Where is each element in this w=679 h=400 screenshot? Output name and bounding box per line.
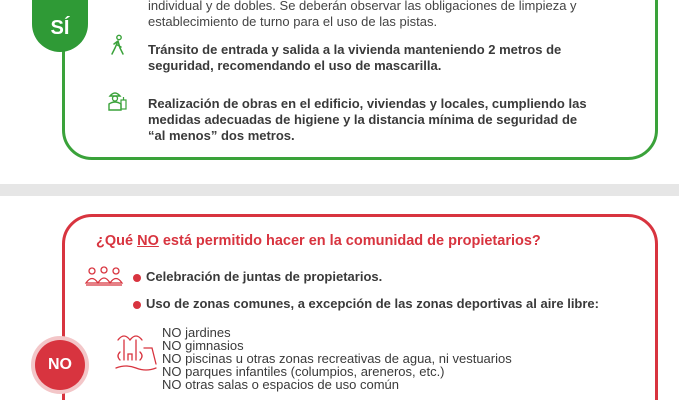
meetings-text: Celebración de juntas de propietarios. (146, 269, 383, 284)
not-allowed-list (162, 326, 512, 391)
common-areas-text: Uso de zonas comunes, a excepción de las zonas deportivas al aire libre: (146, 296, 599, 311)
list-item: NO otras salas o espacios de uso común (162, 377, 400, 392)
no-badge (35, 340, 85, 390)
partial-text-line-2: establecimiento de turno para el uso de las pistas. (148, 14, 438, 29)
not-allowed-question (96, 233, 616, 249)
allowed-section (0, 0, 679, 184)
list-item: NO piscinas u otras zonas recreativas de agua, ni vestuarios (162, 351, 512, 366)
construction-worker-icon (104, 88, 128, 112)
walking-person-icon (106, 34, 130, 58)
bullet-dot (133, 274, 141, 282)
question-prefix: ¿Qué (96, 233, 138, 249)
list-item: NO gimnasios (162, 338, 244, 353)
group-people-icon (84, 265, 124, 287)
list-item: NO jardines (162, 325, 231, 340)
question-suffix: está permitido hacer en la comunidad de propietarios? (158, 233, 541, 249)
si-badge-label: SÍ (50, 16, 70, 39)
works-text-line-1: Realización de obras en el edificio, viviendas y locales, cumpliendo las (148, 96, 587, 111)
works-text-line-2: medidas adecuadas de higiene y la distancia mínima de seguridad de (148, 112, 578, 127)
works-text-line-3: “al menos” dos metros. (148, 128, 295, 143)
park-playground-icon (114, 330, 158, 374)
no-badge-label: NO (48, 356, 72, 373)
partial-text-line-1: individual y de dobles. Se deberán observar las obligaciones de limpieza y (148, 0, 577, 13)
transit-text-line-1: Tránsito de entrada y salida a la vivienda manteniendo 2 metros de (148, 42, 562, 57)
list-item: NO parques infantiles (columpios, areneros, etc.) (162, 364, 445, 379)
question-no: NO (137, 233, 159, 249)
bullet-dot (133, 301, 141, 309)
section-separator (0, 184, 679, 196)
transit-text-line-2: seguridad, recomendando el uso de mascarilla. (148, 58, 442, 73)
